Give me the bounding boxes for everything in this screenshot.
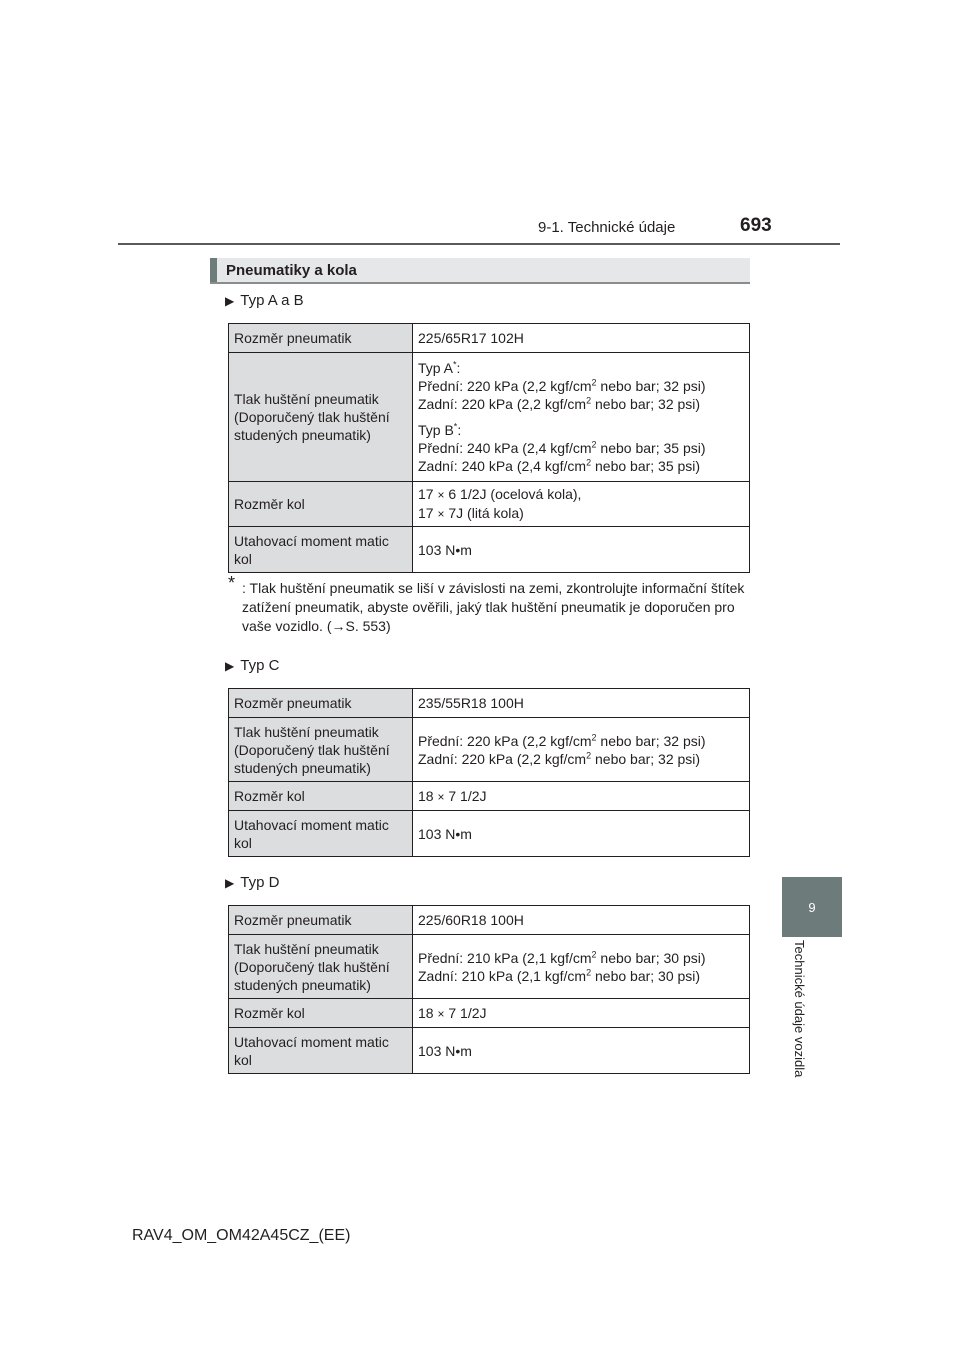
rear-pressure: Zadní: 220 kPa (2,2 kgf/cm [418, 750, 587, 767]
front-pressure: Přední: 220 kPa (2,2 kgf/cm [418, 732, 592, 749]
chapter-number: 9 [808, 899, 816, 915]
asterisk: * [453, 421, 458, 432]
row-value: Typ A*: Přední: 220 kPa (2,2 kgf/$cm^2$ nebo bar; 32 psi) Zadní: 220 kPa (2,2 kgf/$cm^2$ nebo bar; 32 psi) Typ B*: Přední: 240 kPa (2,4 kgf/$cm^2$ nebo bar; 35 psi) Zadní: 240 kPa (2,4 kgf/$cm^2$ nebo bar; 35 psi) [413, 353, 750, 482]
footnote-text: : Tlak huštění pneumatik se liší v závislosti na zemi, zkontrolujte informační štítek zatížení pneumatik, abyste ověřili, jaký tlak huštění pneumatik je doporučen pro vaše vozidlo. (→S. 553) [242, 580, 745, 634]
section-title-bar [210, 258, 750, 284]
type-b-label: Typ B [418, 422, 454, 438]
front-pressure-tail: nebo bar; 32 psi) [596, 732, 706, 749]
row-value: 225/65R17 102H [413, 324, 750, 353]
superscript: 2 [586, 395, 592, 406]
table-row [229, 353, 750, 482]
subsection-heading-c [225, 657, 279, 674]
table-row [229, 999, 750, 1028]
section-title-accent [210, 258, 217, 282]
row-value [413, 718, 750, 782]
row-value: 235/55R18 100H [413, 689, 750, 718]
wheel-width: 7 1/2J [448, 1004, 487, 1021]
section-title: Pneumatiky a kola [226, 262, 357, 279]
subsection-heading-text: Typ C [240, 657, 280, 674]
rear-pressure-tail: nebo bar; 30 psi) [591, 967, 701, 984]
front-pressure-tail: nebo bar; 35 psi) [596, 440, 706, 456]
spec-table-ab [228, 323, 750, 573]
superscript: 2 [591, 948, 597, 959]
wheel-width: 6 1/2J (ocelová kola), [448, 486, 582, 502]
subsection-heading-text: Typ D [240, 874, 280, 891]
times-icon: × [437, 1006, 445, 1021]
superscript: 2 [591, 731, 597, 742]
rear-pressure: Zadní: 240 kPa (2,4 kgf/cm [418, 458, 587, 474]
times-icon: × [437, 488, 445, 502]
footer-doc-code: RAV4_OM_OM42A45CZ_(EE) [132, 1227, 351, 1244]
bullet-arrow-icon: ▶ [225, 659, 235, 673]
front-pressure: Přední: 210 kPa (2,1 kgf/cm [418, 949, 592, 966]
superscript: 2 [591, 439, 597, 450]
wheel-width: 7J (litá kola) [448, 505, 524, 521]
superscript: 2 [586, 457, 592, 468]
times-icon: × [437, 507, 445, 521]
wheel-width: 7 1/2J [448, 787, 487, 804]
bullet-arrow-icon: ▶ [225, 294, 235, 308]
wheel-diameter: 17 [418, 486, 434, 502]
row-value: 225/60R18 100H [413, 906, 750, 935]
row-label: Utahovací moment matic kol [229, 527, 413, 573]
row-label: Tlak huštění pneumatik (Doporučený tlak huštění studených pneumatik) [229, 718, 413, 782]
front-pressure: Přední: 220 kPa (2,2 kgf/cm [418, 378, 592, 394]
chapter-label-container [768, 940, 828, 1098]
row-value: 103 N•m [413, 811, 750, 857]
wheel-diameter: 18 [418, 787, 434, 804]
type-a-label: Typ A [418, 360, 454, 376]
row-label: Utahovací moment matic kol [229, 811, 413, 857]
row-label: Rozměr kol [229, 782, 413, 811]
page-number: 693 [740, 215, 772, 236]
row-label: Utahovací moment matic kol [229, 1028, 413, 1074]
row-label: Rozměr pneumatik [229, 906, 413, 935]
superscript: 2 [591, 377, 597, 388]
subsection-heading-text: Typ A a B [240, 292, 304, 309]
rear-pressure: Zadní: 220 kPa (2,2 kgf/cm [418, 396, 587, 412]
row-label: Rozměr kol [229, 482, 413, 527]
row-value [413, 782, 750, 811]
table-row [229, 689, 750, 718]
rear-pressure: Zadní: 210 kPa (2,1 kgf/cm [418, 967, 587, 984]
bullet-arrow-icon: ▶ [225, 876, 235, 890]
table-row [229, 718, 750, 782]
superscript: 2 [586, 749, 592, 760]
wheel-diameter: 17 [418, 505, 434, 521]
spec-table-d [228, 905, 750, 1074]
row-value [413, 482, 750, 527]
row-label: Tlak huštění pneumatik (Doporučený tlak huštění studených pneumatik) [229, 935, 413, 999]
row-value [413, 999, 750, 1028]
table-row [229, 782, 750, 811]
spec-table-c [228, 688, 750, 857]
table-row [229, 935, 750, 999]
table-row [229, 906, 750, 935]
header-rule [118, 243, 840, 245]
table-row [229, 527, 750, 573]
table-row [229, 482, 750, 527]
row-value [413, 935, 750, 999]
subsection-heading-d [225, 874, 279, 891]
subsection-heading-ab [225, 292, 304, 309]
row-label: Tlak huštění pneumatik (Doporučený tlak huštění studených pneumatik) [229, 353, 413, 482]
front-pressure-tail: nebo bar; 30 psi) [596, 949, 706, 966]
row-label: Rozměr kol [229, 999, 413, 1028]
chapter-label: Technické údaje vozidla [792, 940, 807, 1078]
rear-pressure-tail: nebo bar; 32 psi) [591, 396, 701, 412]
front-pressure: Přední: 240 kPa (2,4 kgf/cm [418, 440, 592, 456]
footnote-asterisk: * [228, 573, 236, 593]
table-row [229, 1028, 750, 1074]
table-row [229, 324, 750, 353]
wheel-diameter: 18 [418, 1004, 434, 1021]
front-pressure-tail: nebo bar; 32 psi) [596, 378, 706, 394]
times-icon: × [437, 789, 445, 804]
row-label: Rozměr pneumatik [229, 689, 413, 718]
table-row [229, 811, 750, 857]
row-value: 103 N•m [413, 527, 750, 573]
rear-pressure-tail: nebo bar; 35 psi) [591, 458, 701, 474]
row-value: 103 N•m [413, 1028, 750, 1074]
asterisk: * [453, 359, 457, 370]
row-label: Rozměr pneumatik [229, 324, 413, 353]
chapter-tab [782, 877, 842, 937]
superscript: 2 [586, 966, 592, 977]
rear-pressure-tail: nebo bar; 32 psi) [591, 750, 701, 767]
header-section-title: 9-1. Technické údaje [538, 219, 676, 236]
